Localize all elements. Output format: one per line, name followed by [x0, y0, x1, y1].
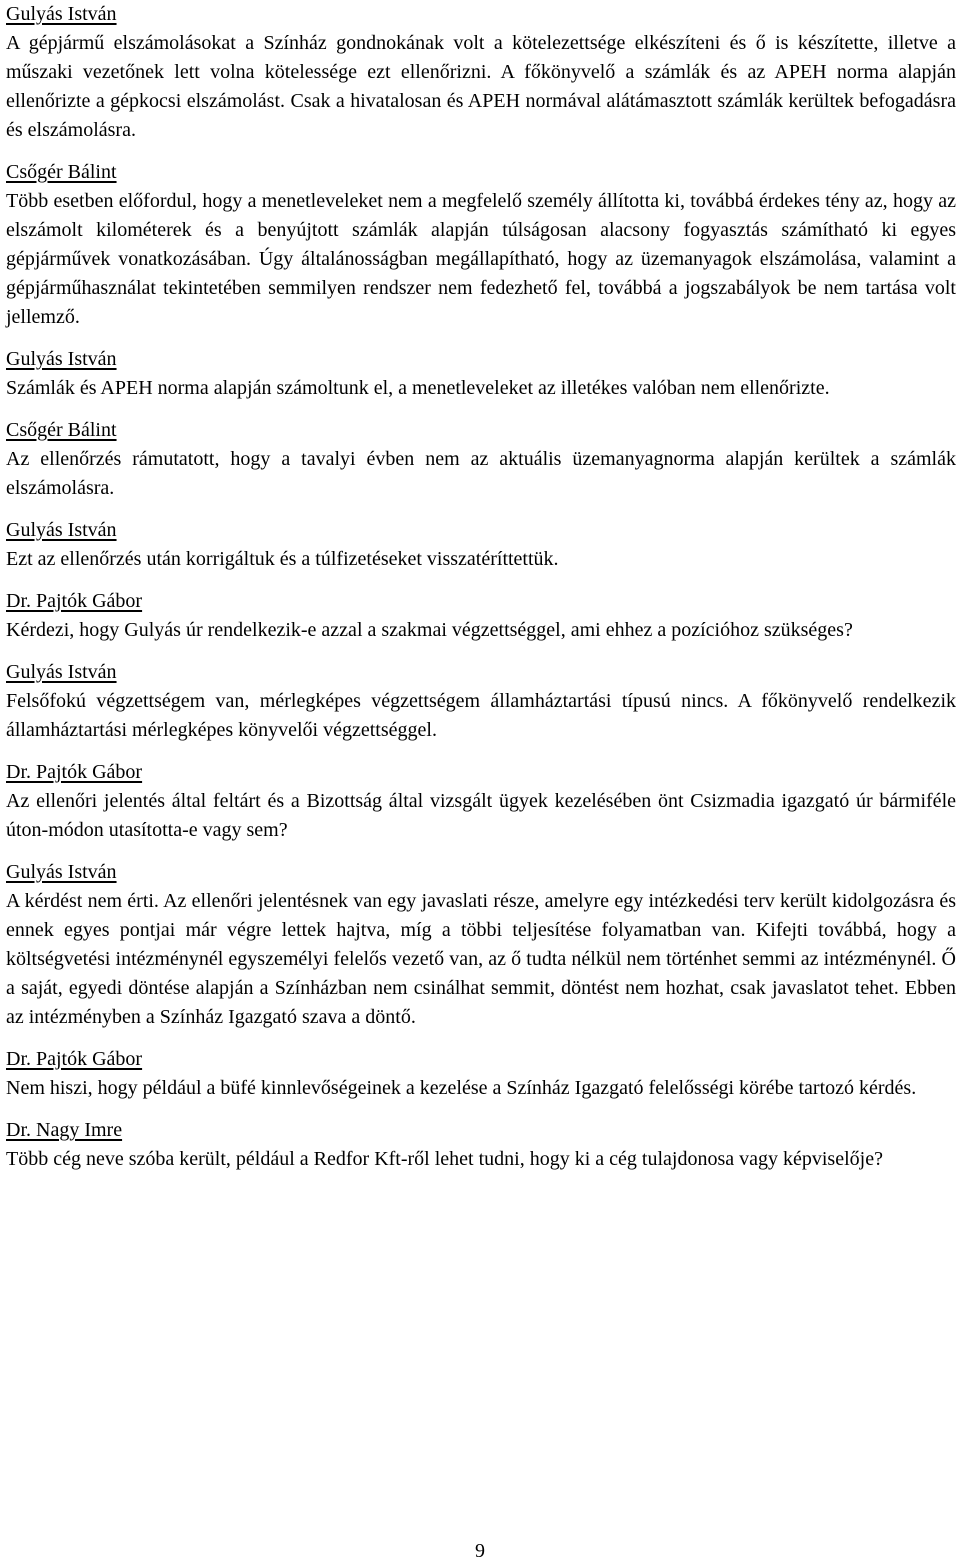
transcript-entry — [6, 587, 956, 645]
transcript-entry — [6, 658, 956, 745]
transcript-page — [6, 0, 956, 1187]
speech-text: Nem hiszi, hogy például a büfé kinnlevőségeinek a kezelése a Színház Igazgató felelősségi körébe tartozó kérdés. — [6, 1077, 917, 1099]
speech-text: Kérdezi, hogy Gulyás úr rendelkezik-e azzal a szakmai végzettséggel, ami ehhez a pozícióhoz szükséges? — [6, 619, 853, 641]
speaker-name: Gulyás István — [6, 3, 117, 25]
speaker-name: Gulyás István — [6, 661, 117, 683]
transcript-entry — [6, 858, 956, 1032]
transcript-entry — [6, 416, 956, 503]
transcript-entry — [6, 0, 956, 145]
speaker-name: Dr. Nagy Imre — [6, 1119, 123, 1141]
transcript-entry — [6, 1116, 956, 1174]
transcript-entry — [6, 345, 956, 403]
speech-text: Ezt az ellenőrzés után korrigáltuk és a túlfizetéseket visszatéríttettük. — [6, 548, 559, 570]
speaker-name: Dr. Pajtók Gábor — [6, 761, 143, 783]
transcript-entry — [6, 158, 956, 332]
speech-text: Számlák és APEH norma alapján számoltunk el, a menetleveleket az illetékes valóban nem ellenőrizte. — [6, 377, 830, 399]
transcript-entry — [6, 1045, 956, 1103]
speech-text: Több esetben előfordul, hogy a menetleveleket nem a megfelelő személy állította ki, továbbá érdekes tény az, hogy az elszámolt kilométerek és a benyújtott számlák alapján túlságosan alacsony fogyasztás számítható ki egyes gépjárművek vonatkozásában. Úgy általánosságban megállapítható, hogy az üzemanyagok elszámolása, valamint a gépjárműhasználat tekintetében semmilyen rendszer nem fedezhető fel, továbbá a jogszabályok be nem tartása volt jellemző. — [6, 190, 956, 328]
speech-text: Felsőfokú végzettségem van, mérlegképes végzettségem államháztartási típusú nincs. A főkönyvelő rendelkezik államháztartási mérlegképes könyvelői végzettséggel. — [6, 690, 956, 741]
speaker-name: Dr. Pajtók Gábor — [6, 1048, 143, 1070]
speaker-name: Gulyás István — [6, 348, 117, 370]
speech-text: A kérdést nem érti. Az ellenőri jelentésnek van egy javaslati része, amelyre egy intézkedési terv került kidolgozásra és ennek egyes pontjai már végre lettek hajtva, míg a többi teljesítése folyamatban van. Kifejti továbbá, hogy a költségvetési intézménynél egyszemélyi felelős vezető van, az ő tudta nélkül nem történhet semmi az intézménynél. Ő a saját, egyedi döntése alapján a Színházban nem csinálhat semmit, döntést nem hozhat, csak javaslatot tehet. Ebben az intézményben a Színház Igazgató szava a döntő. — [6, 890, 956, 1028]
speaker-name: Csőgér Bálint — [6, 419, 117, 441]
speaker-name: Gulyás István — [6, 519, 117, 541]
speaker-name: Dr. Pajtók Gábor — [6, 590, 143, 612]
transcript-entry — [6, 516, 956, 574]
page-number: 9 — [475, 1540, 485, 1562]
speaker-name: Gulyás István — [6, 861, 117, 883]
speech-text: Több cég neve szóba került, például a Redfor Kft-ről lehet tudni, hogy ki a cég tulajdonosa vagy képviselője? — [6, 1148, 883, 1170]
speech-text: A gépjármű elszámolásokat a Színház gondnokának volt a kötelezettsége elkészíteni és ő is készítette, illetve a műszaki vezetőnek lett volna kötelessége ezt ellenőrizni. A főkönyvelő a számlák és az APEH norma alapján ellenőrizte a gépkocsi elszámolást. Csak a hivatalosan és APEH normával alátámasztott számlák kerültek befogadásra és elszámolásra. — [6, 32, 956, 141]
speech-text: Az ellenőrzés rámutatott, hogy a tavalyi évben nem az aktuális üzemanyagnorma alapján kerültek a számlák elszámolásra. — [6, 448, 956, 499]
speaker-name: Csőgér Bálint — [6, 161, 117, 183]
transcript-entry — [6, 758, 956, 845]
speech-text: Az ellenőri jelentés által feltárt és a Bizottság által vizsgált ügyek kezelésében önt Csizmadia igazgató úr bármiféle úton-módon utasította-e vagy sem? — [6, 790, 956, 841]
